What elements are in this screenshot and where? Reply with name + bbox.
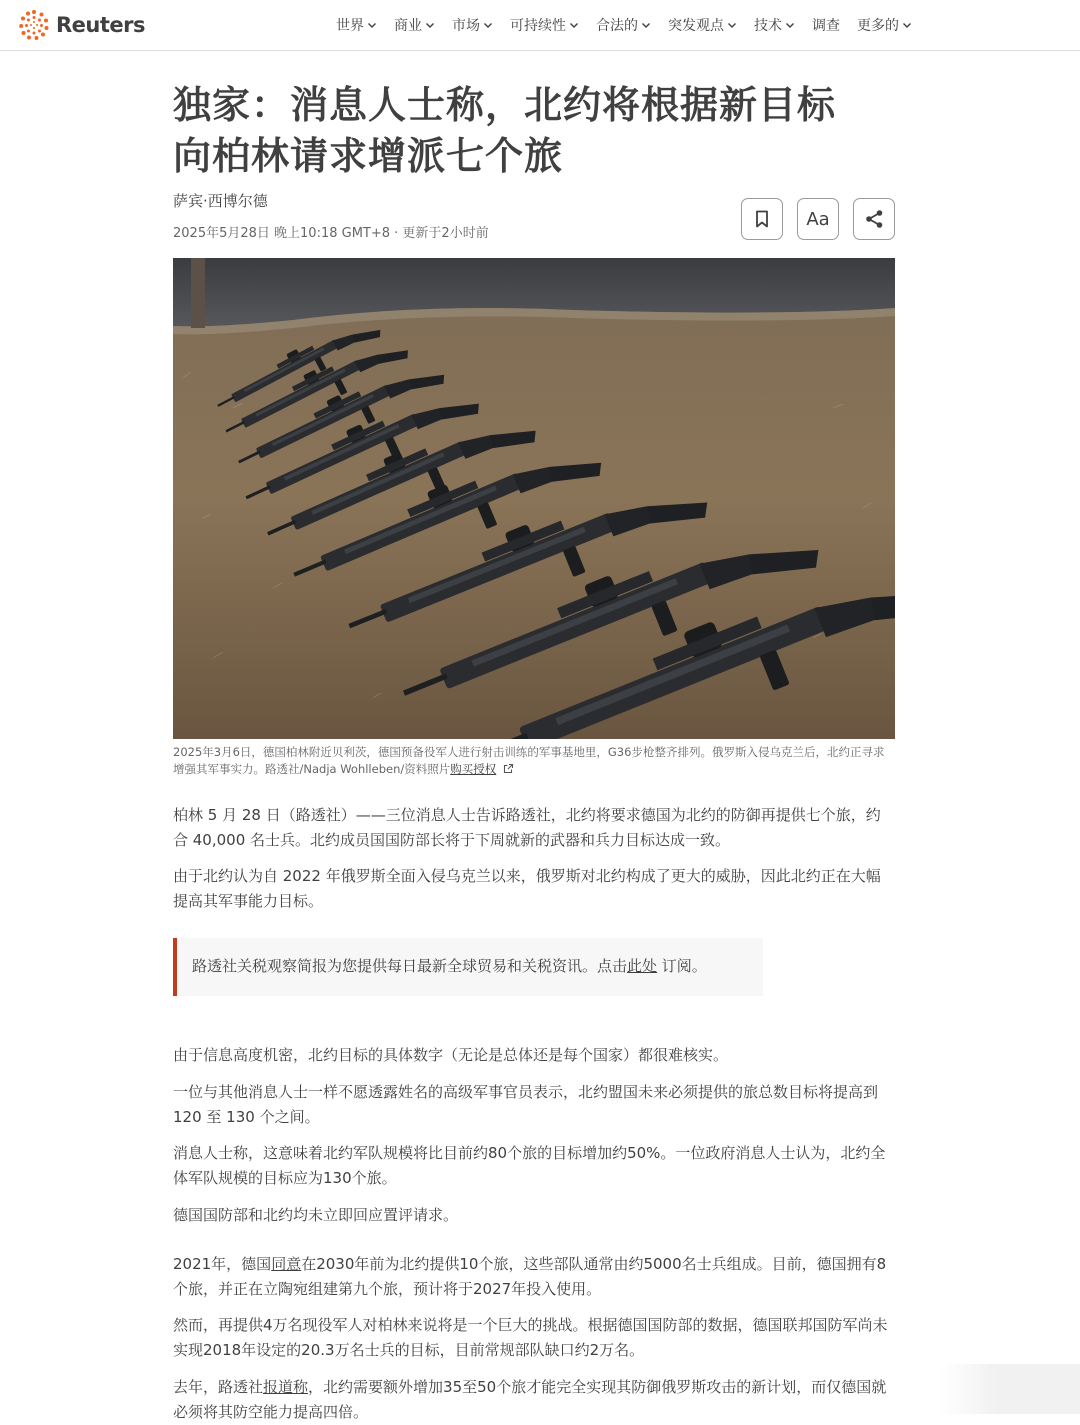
article-paragraph-2: 由于北约认为自 2022 年俄罗斯全面入侵乌克兰以来，俄罗斯对北约构成了更大的威胁，因此北约正在大幅提高其军事能力目标。 bbox=[173, 867, 881, 910]
brand-name: Reuters bbox=[56, 13, 146, 37]
nav-item-investigations[interactable] bbox=[812, 15, 840, 35]
p9-text-before: 去年，路透社 bbox=[173, 1378, 264, 1396]
newsletter-callout bbox=[173, 938, 763, 996]
reported-link[interactable]: 报道称 bbox=[263, 1378, 309, 1396]
p7-text-before: 2021年，德国 bbox=[173, 1255, 272, 1273]
chevron-down-icon bbox=[483, 20, 493, 30]
bottom-right-overlay bbox=[940, 1364, 1080, 1414]
article-paragraph-5: 消息人士称，这意味着北约军队规模将比目前约80个旅的目标增加约50%。一位政府消息人士认为，北约全体军队规模的目标应为130个旅。 bbox=[173, 1144, 886, 1187]
nav-item-legal[interactable] bbox=[596, 15, 651, 35]
nav-item-markets[interactable] bbox=[452, 15, 493, 35]
article-paragraph-8: 然而，再提供4万名现役军人对柏林来说将是一个巨大的挑战。根据德国国防部的数据，德国联邦国防军尚未实现2018年设定的20.3万名士兵的目标，目前常规部队缺口约2万名。 bbox=[173, 1316, 888, 1359]
external-link-icon[interactable] bbox=[503, 763, 514, 774]
rifles-photo-image bbox=[173, 258, 895, 739]
nav-item-technology[interactable] bbox=[754, 15, 795, 35]
text-size-button[interactable] bbox=[797, 198, 839, 240]
nav-item-label: 更多的 bbox=[857, 18, 899, 34]
article-paragraph-6: 德国国防部和北约均未立即回应置评请求。 bbox=[173, 1206, 459, 1224]
p9-text-after: ，北约需要额外增加35至50个旅才能完全实现其防御俄罗斯攻击的新计划，而仅德国就必须将其防空能力提高四倍。 bbox=[173, 1378, 887, 1421]
article-paragraph-3: 由于信息高度机密，北约目标的具体数字（无论是总体还是每个国家）都很难核实。 bbox=[173, 1046, 729, 1064]
subscribe-here-link[interactable]: 此处 bbox=[627, 957, 658, 975]
agreed-link[interactable]: 同意 bbox=[271, 1255, 302, 1273]
article-paragraph-1: 柏林 5 月 28 日（路透社）——三位消息人士告诉路透社，北约将要求德国为北约的防御再提供七个旅，约合 40,000 名士兵。北约成员国国防部长将于下周就新的武器和兵力目标达成一致。 bbox=[173, 806, 881, 849]
nav-item-label: 市场 bbox=[452, 18, 480, 34]
nav-item-world[interactable] bbox=[336, 15, 377, 35]
nav-item-label: 世界 bbox=[336, 18, 364, 34]
photo-caption bbox=[173, 744, 895, 778]
author-byline[interactable]: 萨宾·西博尔德 bbox=[173, 192, 268, 210]
article-photo[interactable] bbox=[173, 258, 895, 739]
headline-line-1: 独家：消息人士称，北约将根据新目标 bbox=[173, 83, 837, 127]
callout-text-after: 订阅。 bbox=[657, 957, 707, 975]
text-size-label: Aa bbox=[806, 208, 830, 230]
top-bar bbox=[0, 0, 1080, 51]
callout-text bbox=[192, 955, 707, 976]
nav-item-more[interactable] bbox=[857, 15, 912, 35]
chevron-down-icon bbox=[902, 20, 912, 30]
publish-date: 2025年5月28日 晚上10:18 GMT+8 · 更新于2小时前 bbox=[173, 226, 489, 241]
reuters-logo-icon bbox=[18, 9, 50, 41]
p7-text-after: 在2030年前为北约提供10个旅，这些部队通常由约5000名士兵组成。目前，德国拥有8个旅，并正在立陶宛组建第九个旅，预计将于2027年投入使用。 bbox=[173, 1255, 887, 1298]
chevron-down-icon bbox=[727, 20, 737, 30]
caption-text: 2025年3月6日，德国柏林附近贝利茨，德国预备役军人进行射击训练的军事基地里，G36步枪整齐排列。俄罗斯入侵乌克兰后，北约正寻求增强其军事实力。路透社/Nadja Wohlleben/资料照片 bbox=[173, 745, 885, 776]
chevron-down-icon bbox=[569, 20, 579, 30]
reuters-logo[interactable] bbox=[18, 8, 145, 42]
nav-item-business[interactable] bbox=[394, 15, 435, 35]
share-icon bbox=[864, 209, 884, 229]
bookmark-button[interactable] bbox=[741, 198, 783, 240]
nav-item-label: 可持续性 bbox=[510, 18, 566, 34]
chevron-down-icon bbox=[785, 20, 795, 30]
article-paragraph-7 bbox=[173, 1252, 893, 1302]
nav-item-breakingviews[interactable] bbox=[668, 15, 737, 35]
share-button[interactable] bbox=[853, 198, 895, 240]
chevron-down-icon bbox=[425, 20, 435, 30]
nav-item-label: 商业 bbox=[394, 18, 422, 34]
purchase-license-link[interactable]: 购买授权 bbox=[450, 762, 497, 776]
chevron-down-icon bbox=[641, 20, 651, 30]
bookmark-icon bbox=[755, 210, 769, 228]
article-paragraph-9 bbox=[173, 1375, 893, 1425]
nav-item-label: 合法的 bbox=[596, 18, 638, 34]
nav-item-label: 突发观点 bbox=[668, 18, 724, 34]
main-nav bbox=[336, 0, 929, 50]
article-paragraph-4: 一位与其他消息人士一样不愿透露姓名的高级军事官员表示，北约盟国未来必须提供的旅总数目标将提高到 120 至 130 个之间。 bbox=[173, 1083, 879, 1126]
nav-item-label: 调查 bbox=[812, 18, 840, 34]
chevron-down-icon bbox=[367, 20, 377, 30]
article-headline bbox=[173, 80, 913, 182]
nav-item-label: 技术 bbox=[754, 18, 782, 34]
headline-line-2: 向柏林请求增派七个旅 bbox=[173, 134, 564, 178]
callout-text-before: 路透社关税观察简报为您提供每日最新全球贸易和关税资讯。点击 bbox=[192, 957, 628, 975]
nav-item-sustainability[interactable] bbox=[510, 15, 579, 35]
